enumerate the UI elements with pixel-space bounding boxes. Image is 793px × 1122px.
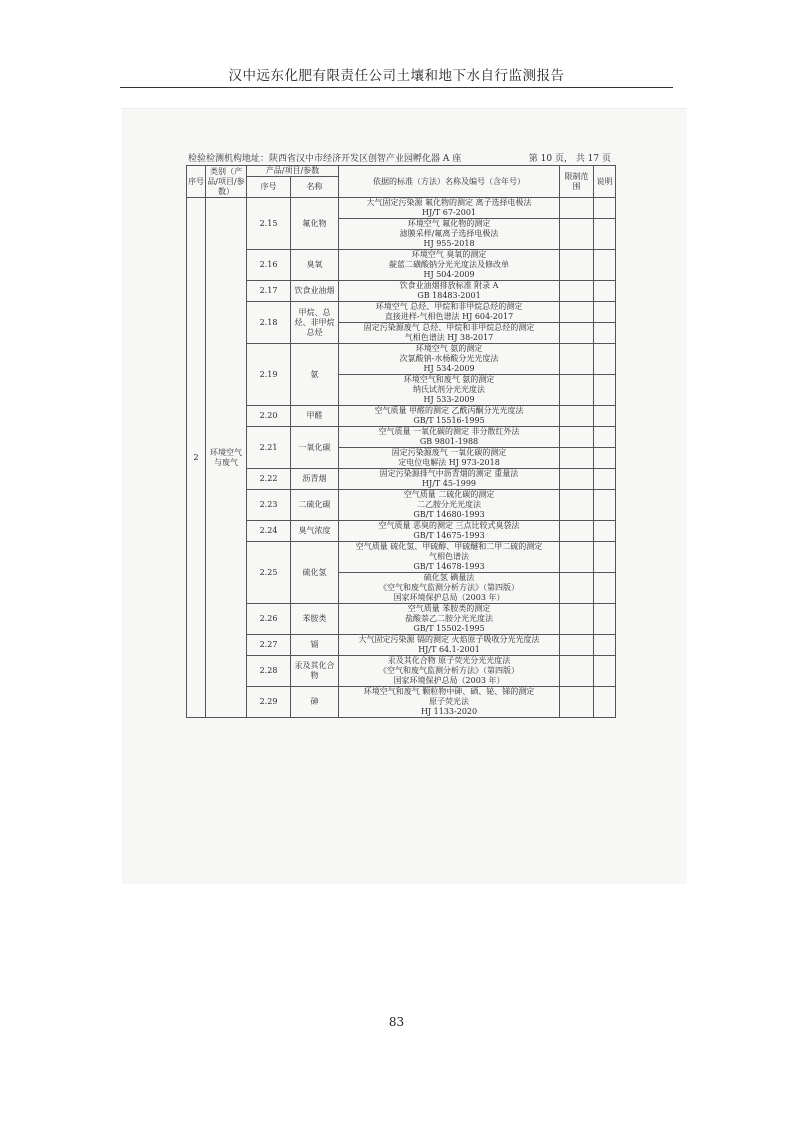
standard-line: 空气质量 甲醛的测定 乙酰丙酮分光光度法 (374, 406, 524, 415)
item-name-cell: 苯胺类 (291, 604, 339, 635)
header-product-group: 产品/项目/参数 (247, 166, 339, 177)
standard-line: GB 18483-2001 (417, 291, 481, 300)
item-name-cell: 甲醛 (291, 406, 339, 427)
standard-line: HJ/T 45-1999 (422, 479, 477, 488)
limit-cell (560, 323, 594, 344)
standard-line: 大气固定污染源 氟化物的测定 离子选择电极法 (366, 198, 532, 207)
scope-table (186, 165, 616, 718)
standard-cell (339, 573, 560, 604)
standard-line: 空气质量 一氧化碳的测定 非分散红外法 (378, 427, 520, 436)
note-cell (594, 573, 616, 604)
limit-cell (560, 656, 594, 687)
header-name: 名称 (291, 177, 339, 198)
item-number-cell: 2.29 (247, 687, 291, 718)
standard-line: 空气质量 硫化氢、甲硫醇、甲硫醚和二甲二硫的测定 (355, 542, 543, 551)
item-name-cell: 一氧化碳 (291, 427, 339, 469)
standard-line: 盐酸萘乙二胺分光光度法 (405, 614, 494, 623)
header-standard: 依据的标准（方法）名称及编号（含年号） (339, 166, 560, 198)
page-number: 83 (388, 1015, 405, 1029)
item-number-cell: 2.18 (247, 302, 291, 344)
standard-line: 固定污染源废气 总烃、甲烷和非甲烷总烃的测定 (363, 323, 535, 332)
standard-line: 气相色谱法 HJ 38-2017 (404, 333, 494, 342)
note-cell (594, 219, 616, 250)
standard-line: HJ 504-2009 (423, 270, 475, 279)
limit-cell (560, 604, 594, 635)
limit-cell (560, 573, 594, 604)
limit-cell (560, 281, 594, 302)
note-cell (594, 375, 616, 406)
standard-line: 环境空气和废气 颗粒物中砷、硒、铋、锑的测定 (363, 687, 535, 696)
limit-cell (560, 521, 594, 542)
standard-line: 气相色谱法 (429, 552, 470, 561)
item-name-cell: 甲烷、总烃、非甲烷总烃 (291, 302, 339, 344)
standard-line: HJ/T 64.1-2001 (418, 645, 480, 654)
standard-cell (339, 542, 560, 573)
standard-cell (339, 490, 560, 521)
item-name-cell: 氨 (291, 344, 339, 406)
item-number-cell: 2.19 (247, 344, 291, 406)
note-cell (594, 542, 616, 573)
limit-cell (560, 406, 594, 427)
note-cell (594, 427, 616, 448)
limit-cell (560, 490, 594, 521)
table-row (187, 302, 616, 323)
item-name-cell: 饮食业油烟 (291, 281, 339, 302)
table-row (187, 344, 616, 375)
institution-address: 检验检测机构地址：陕西省汉中市经济开发区创智产业园孵化器 A 座 (188, 154, 462, 164)
standard-line: GB/T 15516-1995 (413, 416, 485, 425)
item-number-cell: 2.26 (247, 604, 291, 635)
standard-line: GB 9801-1988 (419, 437, 479, 446)
limit-cell (560, 375, 594, 406)
note-cell (594, 448, 616, 469)
standard-line: 次氯酸钠-水杨酸分光光度法 (399, 354, 499, 363)
table-row (187, 281, 616, 302)
standard-cell (339, 635, 560, 656)
table-body (187, 198, 616, 718)
item-number-cell: 2.21 (247, 427, 291, 469)
standard-line: 汞及其化合物 原子荧光分光光度法 (387, 656, 511, 665)
table-row (187, 490, 616, 521)
table-row (187, 542, 616, 573)
item-number-cell: 2.16 (247, 250, 291, 281)
standard-line: 环境空气 氟化物的测定 (407, 219, 491, 228)
standard-line: 纳氏试剂分光光度法 (413, 385, 486, 394)
standard-cell (339, 281, 560, 302)
standard-cell (339, 198, 560, 219)
standard-line: 环境空气 氨的测定 (415, 344, 483, 353)
standard-line: GB/T 15502-1995 (413, 624, 485, 633)
table-row (187, 687, 616, 718)
standard-cell (339, 375, 560, 406)
table-row (187, 250, 616, 281)
standard-cell (339, 250, 560, 281)
standard-cell (339, 406, 560, 427)
note-cell (594, 635, 616, 656)
standard-line: 大气固定污染源 镉的测定 火焰原子吸收分光光度法 (358, 635, 540, 644)
note-cell (594, 406, 616, 427)
item-number-cell: 2.17 (247, 281, 291, 302)
table-row (187, 406, 616, 427)
standard-line: HJ 533-2009 (423, 395, 475, 404)
standard-cell (339, 302, 560, 323)
limit-cell (560, 542, 594, 573)
standard-line: 环境空气和废气 氨的测定 (403, 375, 495, 384)
header-limit: 限制范围 (560, 166, 594, 198)
limit-cell (560, 687, 594, 718)
table-row (187, 604, 616, 635)
standard-line: 国家环境保护总局（2003 年） (393, 593, 505, 602)
item-number-cell: 2.22 (247, 469, 291, 490)
standard-line: 固定污染源排气中沥青烟的测定 重量法 (379, 469, 519, 478)
group-category-cell: 环境空气与废气 (206, 198, 247, 718)
standard-line: 二乙胺分光光度法 (417, 500, 482, 509)
standard-cell (339, 521, 560, 542)
standard-line: HJ 534-2009 (423, 364, 475, 373)
standard-line: 国家环境保护总局（2003 年） (393, 676, 505, 685)
item-number-cell: 2.28 (247, 656, 291, 687)
standard-line: 饮食业油烟排放标准 附录 A (399, 281, 499, 290)
standard-line: 直接进样-气相色谱法 HJ 604-2017 (384, 312, 514, 321)
standard-line: GB/T 14680-1993 (413, 510, 485, 519)
standard-line: 空气质量 二硫化碳的测定 (403, 490, 495, 499)
standard-line: 空气质量 恶臭的测定 三点比较式臭袋法 (378, 521, 520, 530)
note-cell (594, 198, 616, 219)
standard-line: GB/T 14675-1993 (413, 531, 485, 540)
note-cell (594, 344, 616, 375)
limit-cell (560, 427, 594, 448)
limit-cell (560, 219, 594, 250)
item-name-cell: 砷 (291, 687, 339, 718)
standard-line: 环境空气 臭氧的测定 (411, 250, 487, 259)
note-cell (594, 604, 616, 635)
item-name-cell: 臭氧 (291, 250, 339, 281)
standard-line: HJ 1133-2020 (420, 707, 478, 716)
item-number-cell: 2.24 (247, 521, 291, 542)
note-cell (594, 469, 616, 490)
standard-line: HJ 955-2018 (423, 239, 475, 248)
item-number-cell: 2.23 (247, 490, 291, 521)
note-cell (594, 656, 616, 687)
note-cell (594, 323, 616, 344)
page-info: 第 10 页， 共 17 页 (528, 154, 611, 164)
standard-line: HJ/T 67-2001 (422, 208, 477, 217)
standard-line: 固定污染源废气 一氧化碳的测定 (391, 448, 507, 457)
standard-line: 原子荧光法 (429, 697, 470, 706)
table-row (187, 198, 616, 219)
note-cell (594, 521, 616, 542)
header-note: 说明 (594, 166, 616, 198)
scan-edge (122, 108, 687, 109)
standard-cell (339, 469, 560, 490)
standard-line: 《空气和废气监测分析方法》（第四版） (379, 666, 520, 675)
item-name-cell: 二硫化碳 (291, 490, 339, 521)
item-name-cell: 汞及其化合物 (291, 656, 339, 687)
standard-line: 定电位电解法 HJ 973-2018 (398, 458, 500, 467)
institution-line (188, 151, 611, 164)
standard-cell (339, 604, 560, 635)
item-number-cell: 2.15 (247, 198, 291, 250)
limit-cell (560, 448, 594, 469)
table-row (187, 521, 616, 542)
header-sub-seq: 序号 (247, 177, 291, 198)
standard-line: 环境空气 总烃、甲烷和非甲烷总烃的测定 (375, 302, 523, 311)
limit-cell (560, 250, 594, 281)
standard-cell (339, 427, 560, 448)
item-number-cell: 2.27 (247, 635, 291, 656)
limit-cell (560, 302, 594, 323)
note-cell (594, 281, 616, 302)
table-row (187, 469, 616, 490)
note-cell (594, 250, 616, 281)
item-number-cell: 2.25 (247, 542, 291, 604)
header-category: 类别（产品/项目/参数） (207, 166, 245, 196)
table-row (187, 427, 616, 448)
limit-cell (560, 635, 594, 656)
item-name-cell: 臭气浓度 (291, 521, 339, 542)
limit-cell (560, 198, 594, 219)
standard-line: 滤膜采样/氟离子选择电极法 (399, 229, 499, 238)
standard-line: 《空气和废气监测分析方法》（第四版） (379, 583, 520, 592)
table-row (187, 656, 616, 687)
item-number-cell: 2.20 (247, 406, 291, 427)
limit-cell (560, 344, 594, 375)
table-row (187, 635, 616, 656)
standard-line: 空气质量 苯胺类的测定 (407, 604, 491, 613)
standard-line: 靛蓝二磺酸钠分光光度法及修改单 (389, 260, 510, 269)
header-seq: 序号 (187, 166, 206, 198)
standard-cell (339, 448, 560, 469)
note-cell (594, 687, 616, 718)
standard-line: GB/T 14678-1993 (413, 562, 485, 571)
item-name-cell: 氟化物 (291, 198, 339, 250)
standard-cell (339, 687, 560, 718)
standard-cell (339, 344, 560, 375)
limit-cell (560, 469, 594, 490)
page-header: 汉中远东化肥有限责任公司土壤和地下水自行监测报告 (120, 64, 673, 88)
standard-cell (339, 219, 560, 250)
standard-cell (339, 323, 560, 344)
standard-line: 硫化氢 碘量法 (423, 573, 475, 582)
item-name-cell: 沥青烟 (291, 469, 339, 490)
note-cell (594, 490, 616, 521)
item-name-cell: 硫化氢 (291, 542, 339, 604)
group-seq-cell: 2 (187, 198, 206, 718)
note-cell (594, 302, 616, 323)
standard-cell (339, 656, 560, 687)
item-name-cell: 镉 (291, 635, 339, 656)
